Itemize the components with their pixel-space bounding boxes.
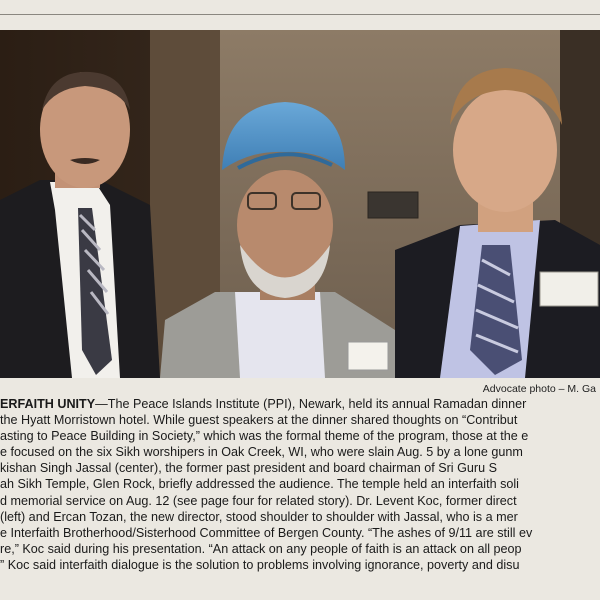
caption-line: kishan Singh Jassal (center), the former past president and board chairman of Sri Guru S: [0, 461, 497, 476]
caption-line: (left) and Ercan Tozan, the new director, stood shoulder to shoulder with Jassal, who is a mer: [0, 509, 518, 524]
caption-line: d memorial service on Aug. 12 (see page four for related story). Dr. Levent Koc, former direct: [0, 493, 517, 508]
caption-line: e Interfaith Brotherhood/Sisterhood Committee of Bergen County. “The ashes of 9/11 are still ev: [0, 525, 533, 540]
photo-credit: Advocate photo – M. Ga: [482, 383, 596, 395]
caption-line: ” Koc said interfaith dialogue is the solution to problems involving ignorance, poverty and disu: [0, 557, 520, 572]
caption-line: asting to Peace Building in Society,” which was the formal theme of the program, those at the e: [0, 429, 529, 444]
top-rule: [0, 14, 600, 15]
caption-line: re,” Koc said during his presentation. “An attack on any people of faith is an attack on all peop: [0, 541, 522, 556]
caption-line: e focused on the six Sikh worshipers in Oak Creek, WI, who were slain Aug. 5 by a lone gunm: [0, 445, 523, 460]
caption-headline: ERFAITH UNITY: [0, 397, 96, 411]
caption-line: ah Sikh Temple, Glen Rock, briefly addressed the audience. The temple held an interfaith soli: [0, 477, 519, 492]
news-photo: [0, 30, 600, 378]
caption-line: [0, 396, 600, 412]
photo-caption: [0, 396, 600, 573]
caption-line-text: —The Peace Islands Institute (PPI), Newark, held its annual Ramadan dinner: [95, 397, 527, 411]
caption-line: the Hyatt Morristown hotel. While guest speakers at the dinner shared thoughts on “Contribut: [0, 413, 518, 428]
